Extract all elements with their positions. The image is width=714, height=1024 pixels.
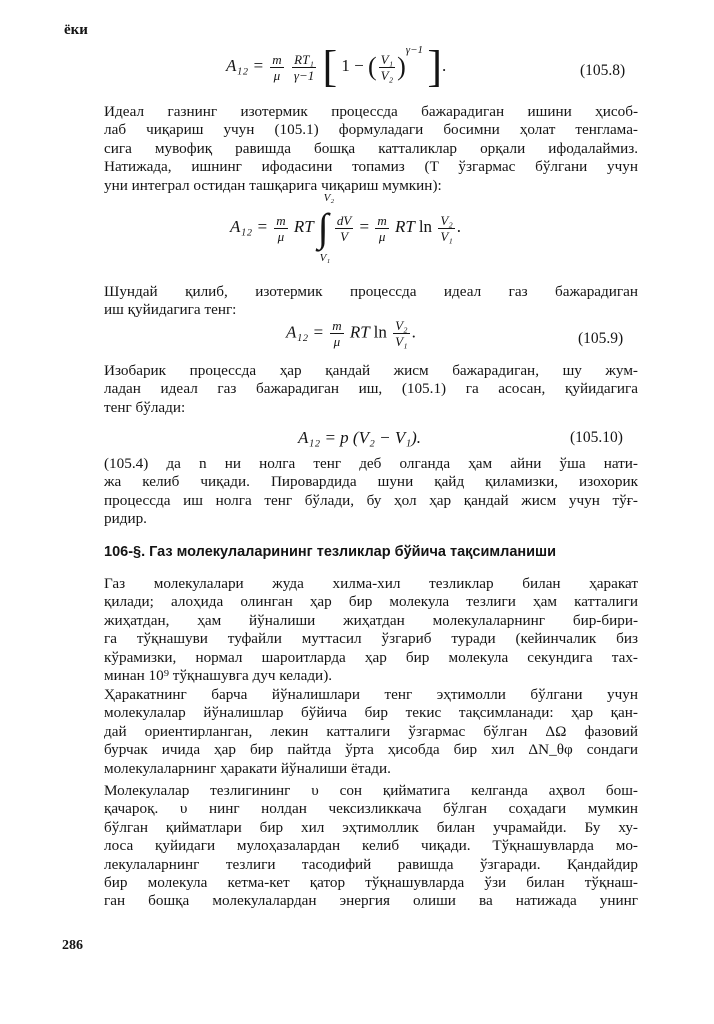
fraction-m-mu: $\frac{m}{\mu}$ [276,212,286,244]
text-line: лоса қуйидаги мулоҳазалардан келиб чиқади. Тўқнашувларда мо- [104,837,638,855]
paragraph-speed-values [104,782,638,911]
paragraph-isochoric [104,455,638,529]
eq-dot: . [411,322,416,342]
text-line: Идеал газнинг изотермик процессда бажарадиган ишини ҳисоб- [104,103,638,120]
text-line: Изобарик процессда ҳар қандай жисм бажарадиган, шу жум- [104,362,638,379]
text-line: жиҳатдан, ҳам йўналиши жиҳатдан молекулаларнинг бир-бири- [104,611,638,629]
text-line: Газ молекулалари жуда хилма-хил тезликлар билан ҳаракат [104,575,638,592]
upper-limit: V₂ [323,192,335,204]
page-number: 286 [62,938,83,953]
text-line: молекулаларнинг ҳаракати йўналиши ётади. [104,759,391,777]
text-line: минан 10⁹ тўқнашувга дуч келади). [104,667,333,685]
text-line: Шундай қилиб, изотермик процессда идеал газ бажарадиган [104,283,638,300]
left-paren: ( [367,52,377,82]
text-line: ладан идеал газ бажарадиган иш, (105.1) га асосан, қуйидагига [104,380,638,398]
rt-2: RT [395,216,415,236]
equals: = [359,216,370,236]
running-head: ёки [64,22,88,38]
right-paren: ) [397,52,406,82]
fraction-m-mu: $\frac{m}{\mu}$ [272,51,282,83]
ln: ln [373,322,387,342]
text-line: бўлган қийматлари бир хил эҳтимоллик билан учрамайди. Бу ху- [104,818,638,836]
text-line: ридир. [104,510,147,528]
fraction-m-mu-2: $\frac{m}{\mu}$ [377,212,387,244]
equation-number-105-9: (105.9) [578,330,624,347]
text-line: иш қуйидагига тенг: [104,301,237,319]
paragraph-isobaric [104,362,638,417]
equation-105-10: A₁₂ = p (V₂ − V₁). [298,428,422,447]
text-line: Натижада, ишнинг ифодасини топамиз (T ўзгармас бўлгани учун [104,158,638,176]
text-line: дай ориентирланган, лекин катталиги ўзгармас бўлган ΔΩ фазовий [104,722,638,740]
text-line: процессда иш нолга тенг бўлади, бу ҳол ҳар қандай жисм учун тўғ- [104,491,638,509]
text-line: тенг бўлади: [104,398,186,416]
text-line: га тўқнашуви туфайли муттасил ўзгариб туради (кейинчалик биз [104,630,638,648]
fraction-m-mu: $\frac{m}{\mu}$ [332,318,342,349]
text-line: лаб чиқариш учун (105.1) формуладаги босимни ҳолат тенглама- [104,121,638,139]
equation-number-105-10: (105.10) [570,429,623,446]
fraction-v2-v1: $\frac{\text{V₂}}{\text{V₁}}$ [395,318,408,349]
equation-105-8 [226,42,447,92]
paragraph-directions [104,686,638,778]
exponent: γ−1 [405,44,424,56]
text-line: молекулалар йўналишлар бўйича бир текис тақсимланади: ҳар қан- [104,704,638,722]
eq-lhs: A₁₂ = [226,56,264,75]
one-minus: 1 − [341,56,364,75]
fraction-v1-v2: $\frac{\text{V₁}}{\text{V₂}}$ [380,51,394,83]
paragraph-molecule-speeds [104,575,638,685]
text-line: сига мувофиқ равишда бошқа катталиклар орқали ифодалаймиз. [104,139,638,157]
eq-dot: . [441,56,447,75]
ln: ln [418,216,433,236]
left-bracket: [ [322,42,338,92]
eq-lhs: A₁₂ = [286,322,324,342]
text-line: лекулаларнинг тезлиги тасодифий равишда ўзгаради. Қандайдир [104,855,638,873]
text-line: жа келиб чиқади. Пировардида шуни қайд қиламизки, изохорик [104,473,638,491]
text-line: Ҳаракатнинг барча йўналишлари тенг эҳтимолли бўлгани учун [104,686,638,703]
equation-integral [230,192,462,264]
text-line: (105.4) да n ни нолга тенг деб олганда ҳам айни ўша нати- [104,455,638,472]
text-line: кўрамизки, нормал шароитларда ҳар бир молекула секундига тах- [104,648,638,666]
text-line: Молекулалар тезлигининг υ сон қийматига келганда аҳвол бош- [104,782,638,799]
text-line: бир молекула кетма-кет қатор тўқнашувларда ўзи билан тўқнаш- [104,874,638,892]
rt: RT [349,322,370,342]
text-line: ган бошқа молекулалардан энергия олиши ва натижада унинг [104,892,638,910]
text-line: қилади; алоҳида олинган ҳар бир молекула тезлиги ҳам катталиги [104,593,638,611]
eq-dot: . [456,216,462,236]
fraction-rt1: $\frac{\text{RT₁}}{\gamma-1}$ [293,51,315,83]
integral-with-limits [317,192,335,264]
paragraph-isothermal-result [104,283,638,320]
text-line: бурчак ичида ҳар бир пайтда ўрта ҳисобда бир хил ΔN_θφ сондаги [104,741,638,759]
integral-sign: ∫ [317,205,329,250]
eq-lhs: A₁₂ = [230,216,268,236]
fraction-v2-v1: $\frac{\text{V₂}}{\text{V₁}}$ [440,212,453,244]
lower-limit: V₁ [319,252,331,264]
rt: RT [293,216,314,236]
equation-105-9 [286,318,416,349]
fraction-dv-v: $\frac{dV}{V}$ [336,212,352,244]
right-bracket: ] [427,42,442,92]
paragraph-isothermal-intro [104,103,638,195]
section-heading-106: 106-§. Газ молекулаларининг тезликлар бўйича тақсимланиши [104,544,557,560]
equation-number-105-8: (105.8) [580,62,626,79]
text-line: уни интеграл остидан ташқарига чиқариш мумкин): [104,176,442,194]
text-line: қачароқ. υ нинг нолдан чексизликкача бўлган соҳадаги мумкин [104,800,638,818]
